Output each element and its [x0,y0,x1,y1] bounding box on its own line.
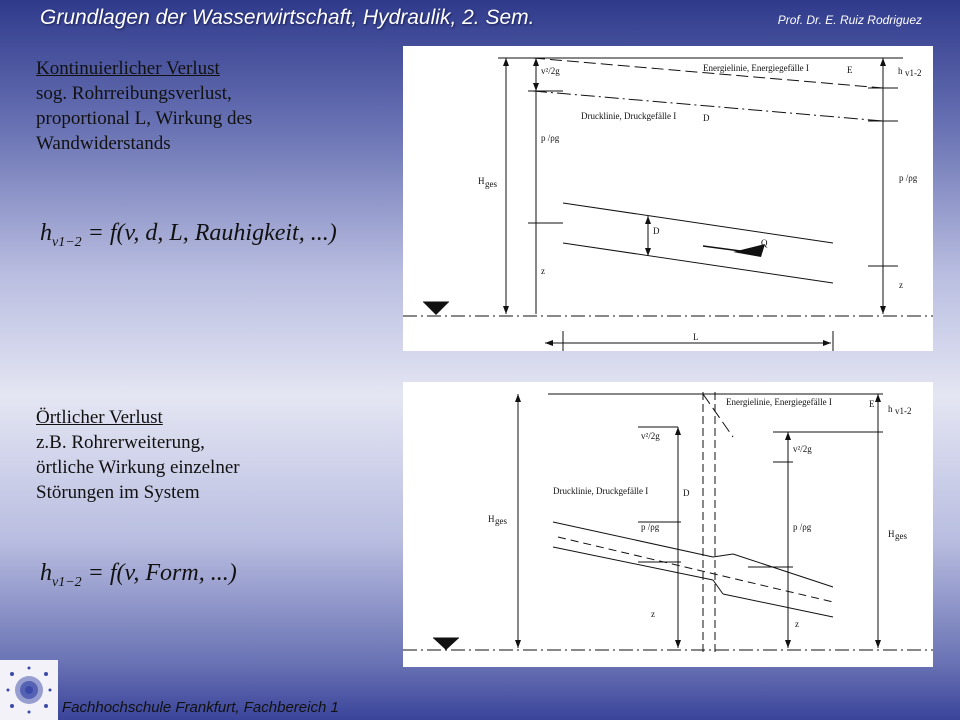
svg-text:E: E [869,399,875,409]
section-continuous-loss [36,56,252,156]
section-line: Wandwiderstands [36,133,171,154]
elevation-left-label: z [651,609,655,619]
svg-text:ges: ges [495,516,507,526]
total-head-left-label: H [488,514,495,524]
head-loss-label: h [888,404,893,414]
svg-text:E: E [847,65,853,75]
pressure-head-left-label: p /ρg [541,133,560,143]
head-loss-label: h [898,66,903,76]
section-heading: Örtlicher Verlust [36,407,163,428]
pressure-line-label: Drucklinie, Druckgefälle I [581,111,677,121]
section-line: proportional L, Wirkung des [36,108,253,129]
section-line: z.B. Rohrerweiterung, [36,432,205,453]
energy-line-label: Energielinie, Energiegefälle I [703,63,809,73]
svg-text:ges: ges [895,531,907,541]
elevation-right-label: z [795,619,799,629]
diameter-label: D [653,226,660,236]
elevation-left-label: z [541,266,545,276]
svg-text:v1-2: v1-2 [895,406,912,416]
formula-continuous-loss: $h_{v1-2} = f(v$, d, L, Rauhigkeit, ...) [40,220,337,250]
author-name: Prof. Dr. E. Ruiz Rodriguez [777,13,922,27]
total-head-label: H [478,176,485,186]
local-loss-diagram [403,382,933,667]
svg-text:D: D [703,113,710,123]
footer-institution: Fachhochschule Frankfurt, Fachbereich 1 [62,699,339,716]
energy-line-label: Energielinie, Energiegefälle I [726,397,832,407]
velocity-head-right-label: v²/2g [793,444,812,454]
svg-text:D: D [683,488,690,498]
university-logo [0,660,58,720]
section-line: örtliche Wirkung einzelner [36,457,240,478]
pressure-line-label: Drucklinie, Druckgefälle I [553,486,649,496]
svg-text:v1-2: v1-2 [905,68,922,78]
length-label: L [693,332,699,342]
discharge-label: Q [761,238,768,248]
page-title: Grundlagen der Wasserwirtschaft, Hydraulik, 2. Sem. [40,6,535,29]
pressure-head-right-label: p /ρg [899,173,918,183]
formula-local-loss: $h_{v1-2} = f(v$, Form, ...) [40,560,237,590]
continuous-loss-diagram [403,46,933,351]
velocity-head-left-label: v²/2g [641,431,660,441]
total-head-right-label: H [888,529,895,539]
section-line: Störungen im System [36,482,200,503]
elevation-right-label: z [899,280,903,290]
section-heading: Kontinuierlicher Verlust [36,58,220,79]
velocity-head-label: v²/2g [541,66,560,76]
svg-text:ges: ges [485,179,497,189]
section-local-loss [36,405,240,505]
pressure-head-right-label: p /ρg [793,522,812,532]
pressure-head-left-label: p /ρg [641,522,660,532]
section-line: sog. Rohrreibungsverlust, [36,83,232,104]
